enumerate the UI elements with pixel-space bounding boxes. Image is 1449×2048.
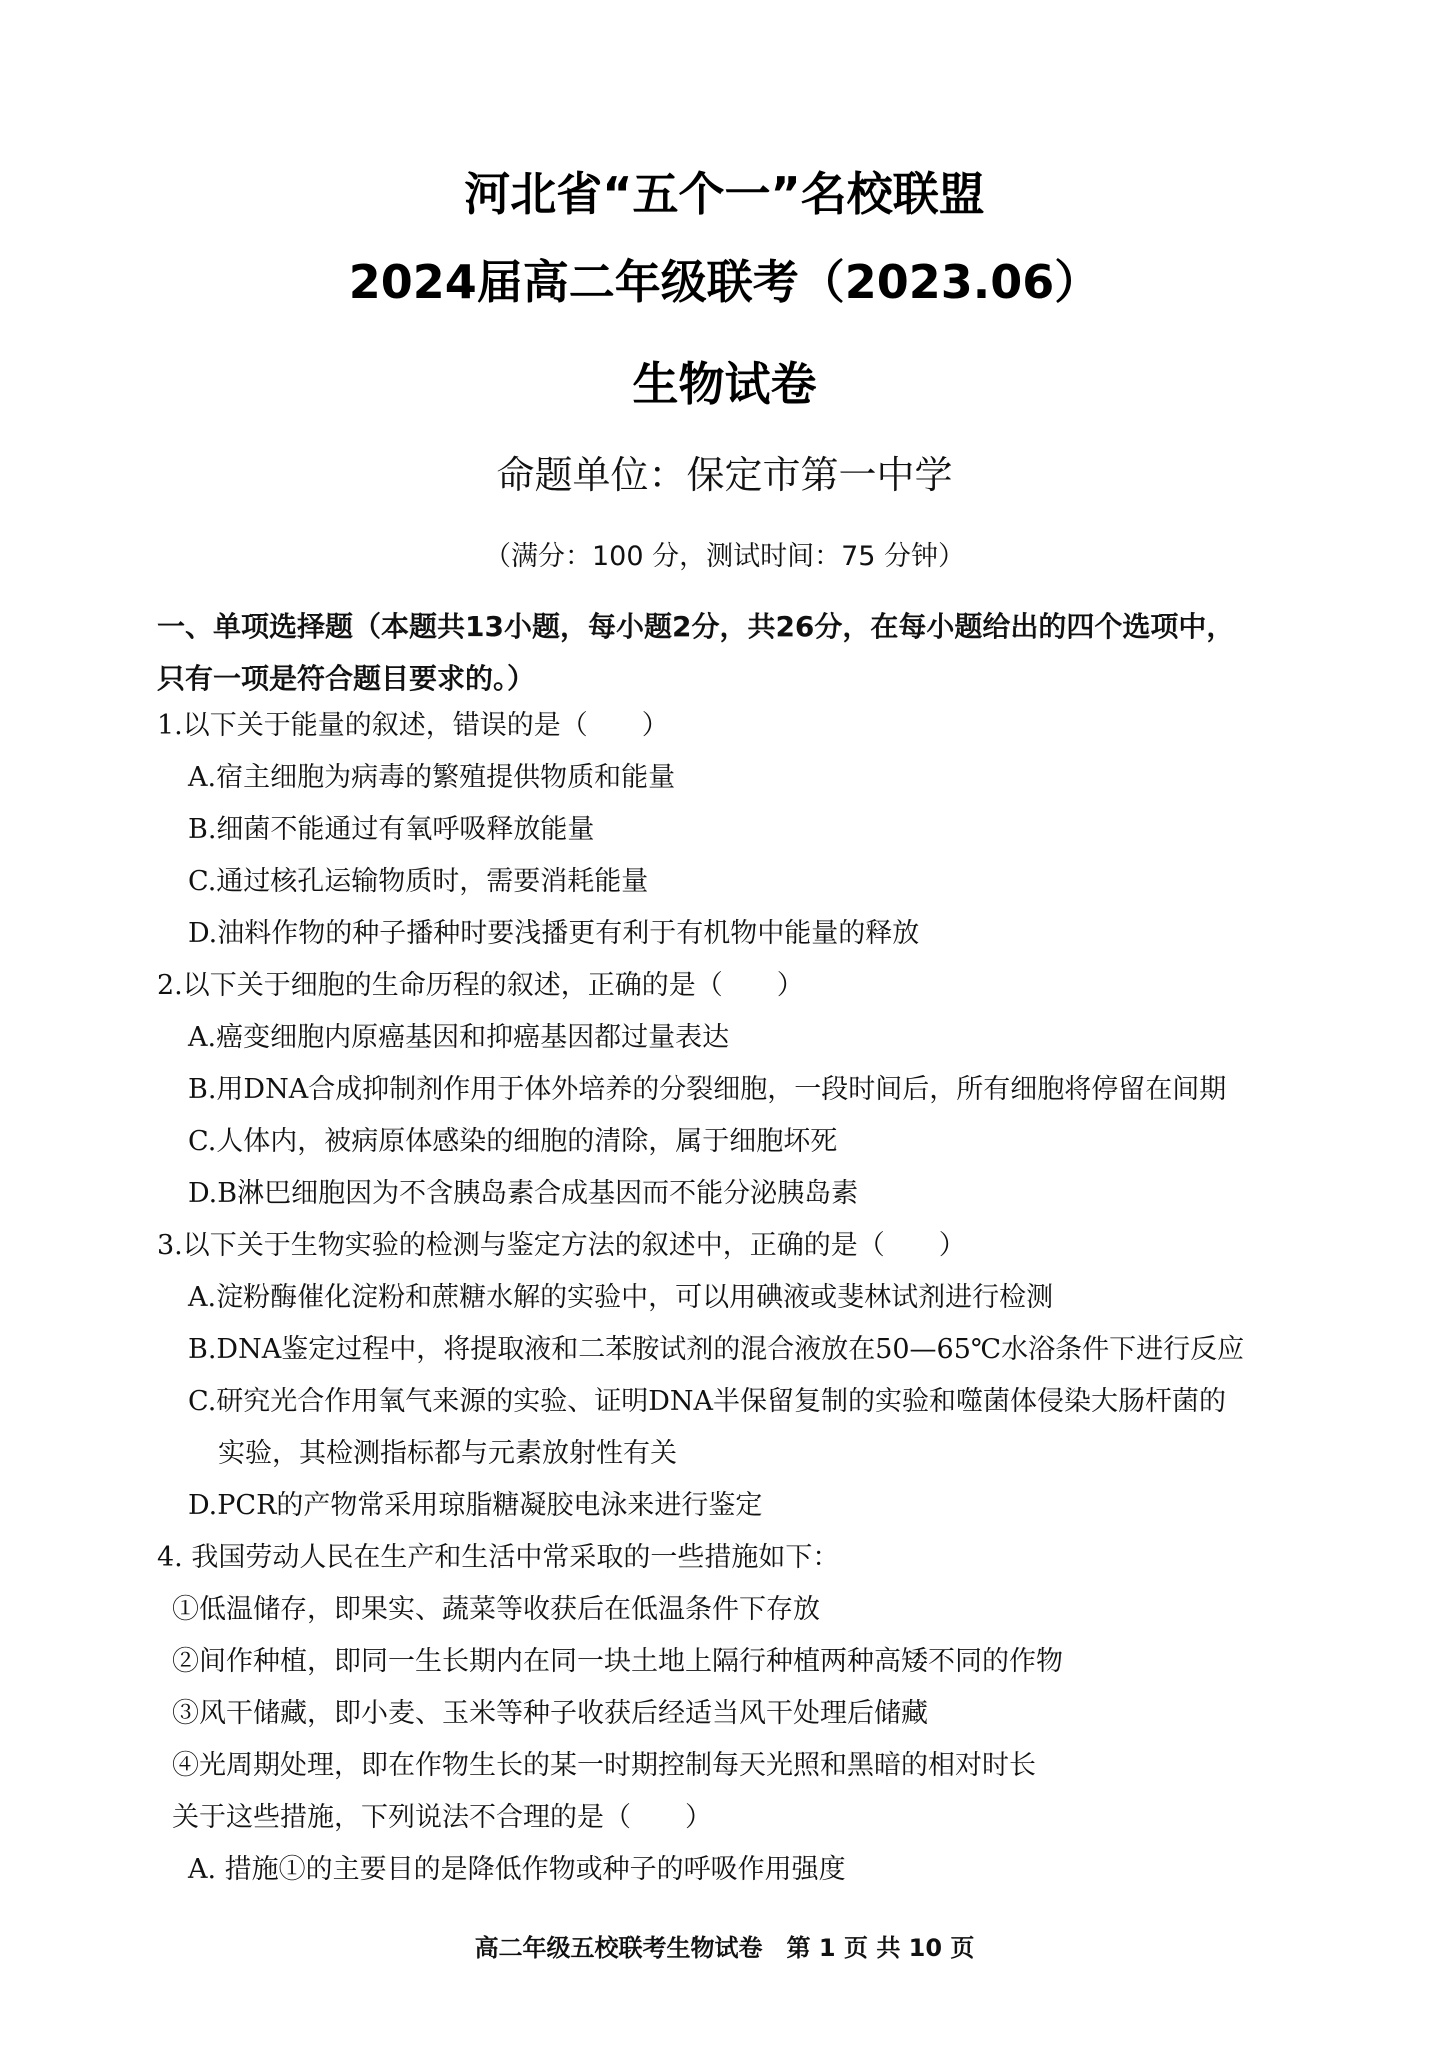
exam-alliance-title: 河北省“五个一”名校联盟 <box>464 167 985 221</box>
question-4-option-a: A. 措施①的主要目的是降低作物或种子的呼吸作用强度 <box>188 1854 846 1885</box>
exam-session-title: 2024届高二年级联考（2023.06） <box>348 255 1101 309</box>
question-1-option-d: D.油料作物的种子播种时要浅播更有利于有机物中能量的释放 <box>188 918 920 949</box>
question-3-option-d: D.PCR的产物常采用琼脂糖凝胶电泳来进行鉴定 <box>188 1490 763 1521</box>
question-3-stem: 3.以下关于生物实验的检测与鉴定方法的叙述中，正确的是（ ） <box>157 1230 966 1261</box>
question-3-option-c-line2: 实验，其检测指标都与元素放射性有关 <box>218 1438 677 1469</box>
question-3-option-c-line1: C.研究光合作用氧气来源的实验、证明DNA半保留复制的实验和噬菌体侵染大肠杆菌的 <box>188 1386 1227 1417</box>
question-2-stem: 2.以下关于细胞的生命历程的叙述，正确的是（ ） <box>157 970 804 1001</box>
question-2-option-d: D.B淋巴细胞因为不含胰岛素合成基因而不能分泌胰岛素 <box>188 1178 859 1209</box>
exam-subject-title: 生物试卷 <box>632 357 817 411</box>
question-4-ask: 关于这些措施，下列说法不合理的是（ ） <box>172 1802 712 1833</box>
section-heading-line2: 只有一项是符合题目要求的。） <box>157 662 536 695</box>
question-1-option-c: C.通过核孔运输物质时，需要消耗能量 <box>188 866 649 897</box>
page-footer: 高二年级五校联考生物试卷 第 1 页 共 10 页 <box>474 1934 975 1962</box>
question-4-measure-2: ②间作种植，即同一生长期内在同一块土地上隔行种植两种高矮不同的作物 <box>172 1646 1063 1677</box>
exam-score-time-info: （满分：100 分，测试时间：75 分钟） <box>483 541 966 572</box>
exam-author-unit: 命题单位：保定市第一中学 <box>496 453 953 497</box>
question-1-option-b: B.细菌不能通过有氧呼吸释放能量 <box>188 814 595 845</box>
question-1-option-a: A.宿主细胞为病毒的繁殖提供物质和能量 <box>188 762 676 793</box>
question-2-option-a: A.癌变细胞内原癌基因和抑癌基因都过量表达 <box>188 1022 730 1053</box>
question-3-option-b: B.DNA鉴定过程中，将提取液和二苯胺试剂的混合液放在50—65℃水浴条件下进行反应 <box>188 1334 1245 1365</box>
question-4-stem: 4. 我国劳动人民在生产和生活中常采取的一些措施如下： <box>157 1542 840 1573</box>
section-heading-line1: 一、单项选择题（本题共13小题，每小题2分，共26分，在每小题给出的四个选项中， <box>157 610 1235 643</box>
question-2-option-b: B.用DNA合成抑制剂作用于体外培养的分裂细胞，一段时间后，所有细胞将停留在间期 <box>188 1074 1227 1105</box>
question-4-measure-3: ③风干储藏，即小麦、玉米等种子收获后经适当风干处理后储藏 <box>172 1698 928 1729</box>
question-3-option-a: A.淀粉酶催化淀粉和蔗糖水解的实验中，可以用碘液或斐林试剂进行检测 <box>188 1282 1054 1313</box>
question-4-measure-1: ①低温储存，即果实、蔬菜等收获后在低温条件下存放 <box>172 1594 820 1625</box>
question-4-measure-4: ④光周期处理，即在作物生长的某一时期控制每天光照和黑暗的相对时长 <box>172 1750 1036 1781</box>
question-2-option-c: C.人体内，被病原体感染的细胞的清除，属于细胞坏死 <box>188 1126 838 1157</box>
question-1-stem: 1.以下关于能量的叙述，错误的是（ ） <box>157 710 669 741</box>
